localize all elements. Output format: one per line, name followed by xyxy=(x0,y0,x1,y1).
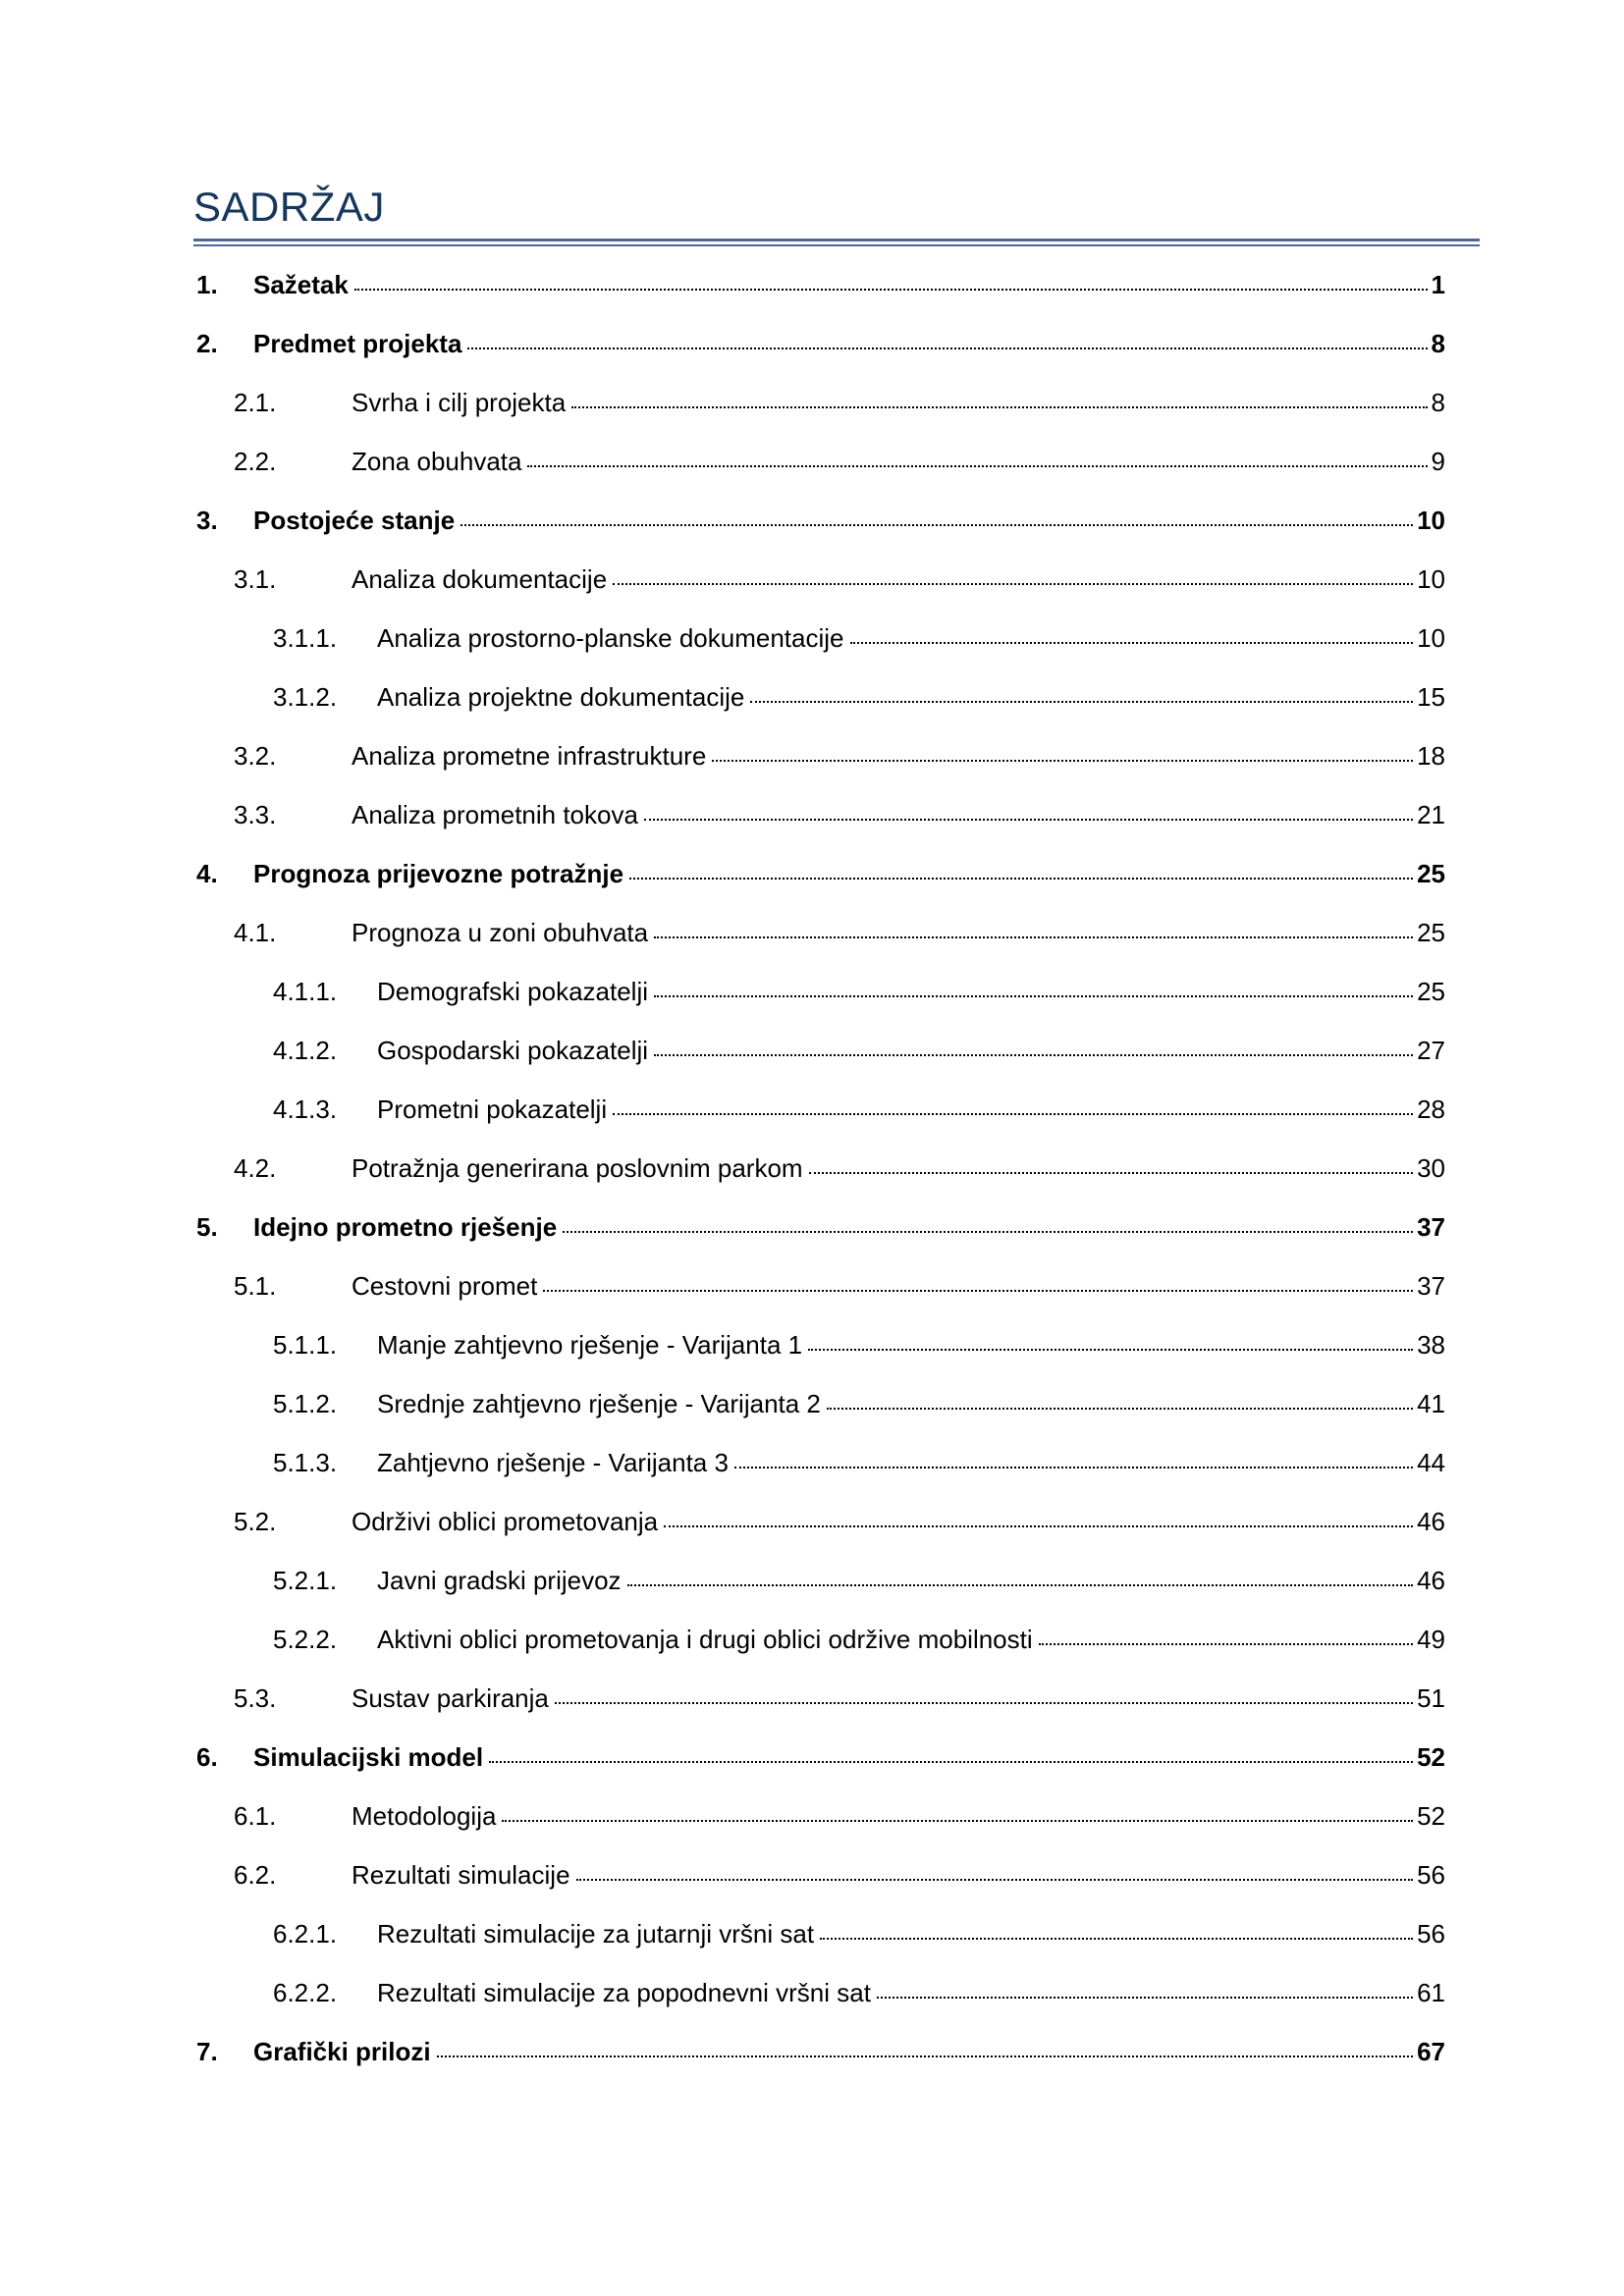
dot-leader xyxy=(809,1148,1414,1174)
toc-entry-number: 6.2.2. xyxy=(273,1978,338,2007)
toc-entry[interactable] xyxy=(234,560,1445,599)
toc-entry-label: Održivi oblici prometovanja xyxy=(352,1507,659,1536)
toc-entry-page-number: 8 xyxy=(1431,388,1445,417)
toc-entry-label: Rezultati simulacije za jutarnji vršni sat xyxy=(377,1919,815,1949)
toc-entry-page-number: 37 xyxy=(1417,1271,1445,1301)
toc-entry-page-number: 56 xyxy=(1417,1919,1445,1949)
toc-entry-number: 5.1.3. xyxy=(273,1448,338,1477)
dot-leader xyxy=(613,560,1413,585)
toc-entry-page-number: 52 xyxy=(1417,1801,1445,1831)
toc-entry-page-number: 10 xyxy=(1417,564,1445,594)
toc-entry-label: Metodologija xyxy=(352,1801,497,1831)
toc-entry-number: 5.2.1. xyxy=(273,1566,338,1595)
toc-entry-number: 5.3. xyxy=(234,1683,277,1713)
toc-entry-label: Cestovni promet xyxy=(352,1271,538,1301)
toc-entry-label: Zona obuhvata xyxy=(352,447,522,476)
toc-entry-label: Sustav parkiranja xyxy=(352,1683,549,1713)
toc-entry-number: 6. xyxy=(196,1742,218,1772)
toc-entry[interactable] xyxy=(234,1502,1445,1541)
toc-entry-number: 4.1.3. xyxy=(273,1095,338,1124)
toc-entry-number: 6.2.1. xyxy=(273,1919,338,1949)
toc-entry-number: 4.1. xyxy=(234,918,277,947)
toc-entry-label: Analiza dokumentacije xyxy=(352,564,608,594)
toc-entry-page-number: 18 xyxy=(1417,741,1445,771)
toc-entry-page-number: 10 xyxy=(1417,506,1445,535)
dot-leader xyxy=(571,383,1427,408)
toc-entry-page-number: 49 xyxy=(1417,1625,1445,1654)
toc-entry-page-number: 1 xyxy=(1431,270,1445,299)
toc-entry-page-number: 27 xyxy=(1417,1036,1445,1065)
toc-entry[interactable] xyxy=(234,442,1445,481)
toc-entry-label: Rezultati simulacije xyxy=(352,1860,570,1890)
toc-entry-label: Gospodarski pokazatelji xyxy=(377,1036,649,1065)
toc-entry[interactable] xyxy=(196,324,1445,363)
dot-leader xyxy=(502,1796,1413,1822)
toc-entry-label: Postojeće stanje xyxy=(253,506,456,535)
toc-entry[interactable] xyxy=(273,1914,1445,1953)
toc-entry-label: Svrha i cilj projekta xyxy=(352,388,567,417)
dot-leader xyxy=(808,1325,1413,1351)
toc-entry-number: 3. xyxy=(196,506,218,535)
toc-entry-label: Sažetak xyxy=(253,270,349,299)
toc-entry-label: Javni gradski prijevoz xyxy=(377,1566,622,1595)
toc-entry-label: Zahtjevno rješenje - Varijanta 3 xyxy=(377,1448,729,1477)
toc-entry-page-number: 44 xyxy=(1417,1448,1445,1477)
toc-entry-label: Prometni pokazatelji xyxy=(377,1095,608,1124)
toc-entry-number: 4.1.2. xyxy=(273,1036,338,1065)
dot-leader xyxy=(820,1914,1413,1940)
dot-leader xyxy=(664,1502,1413,1527)
toc-entry-number: 6.1. xyxy=(234,1801,277,1831)
toc-entry[interactable] xyxy=(234,913,1445,952)
toc-entry[interactable] xyxy=(273,1384,1445,1423)
toc-entry-label: Idejno prometno rješenje xyxy=(253,1212,558,1242)
toc-entry-number: 1. xyxy=(196,270,218,299)
toc-entry-page-number: 38 xyxy=(1417,1330,1445,1360)
dot-leader xyxy=(877,1973,1413,1999)
dot-leader xyxy=(437,2032,1413,2057)
toc-entry-label: Analiza prometnih tokova xyxy=(352,800,638,829)
toc-entry-number: 5.1. xyxy=(234,1271,277,1301)
toc-entry-number: 7. xyxy=(196,2037,218,2066)
toc-entry-page-number: 15 xyxy=(1417,682,1445,712)
toc-entry-number: 4.1.1. xyxy=(273,977,338,1006)
toc-entry-label: Analiza prostorno-planske dokumentacije xyxy=(377,623,844,653)
dot-leader xyxy=(354,265,1428,291)
toc-entry-page-number: 9 xyxy=(1431,447,1445,476)
toc-entry-page-number: 52 xyxy=(1417,1742,1445,1772)
dot-leader xyxy=(576,1855,1414,1881)
dot-leader xyxy=(543,1266,1413,1292)
toc-entry-number: 3.2. xyxy=(234,741,277,771)
toc-entry[interactable] xyxy=(196,1207,1445,1247)
toc-entry-page-number: 51 xyxy=(1417,1683,1445,1713)
toc-entry-label: Manje zahtjevno rješenje - Varijanta 1 xyxy=(377,1330,803,1360)
toc-entry[interactable] xyxy=(196,1737,1445,1777)
toc-entry-number: 6.2. xyxy=(234,1860,277,1890)
toc-entry-label: Demografski pokazatelji xyxy=(377,977,649,1006)
dot-leader xyxy=(827,1384,1413,1410)
toc-entry[interactable] xyxy=(196,501,1445,540)
toc-entry-number: 2.2. xyxy=(234,447,277,476)
dot-leader xyxy=(467,324,1427,349)
toc-entry-number: 5. xyxy=(196,1212,218,1242)
toc-entry-label: Predmet projekta xyxy=(253,329,462,358)
toc-entry-number: 5.2.2. xyxy=(273,1625,338,1654)
dot-leader xyxy=(563,1207,1413,1233)
toc-entry-number: 3.1. xyxy=(234,564,277,594)
toc-entry-page-number: 67 xyxy=(1417,2037,1445,2066)
toc-entry-page-number: 61 xyxy=(1417,1978,1445,2007)
toc-entry-number: 4. xyxy=(196,859,218,888)
toc-entry-page-number: 46 xyxy=(1417,1566,1445,1595)
toc-entry-page-number: 56 xyxy=(1417,1860,1445,1890)
toc-entry-page-number: 28 xyxy=(1417,1095,1445,1124)
toc-entry[interactable] xyxy=(196,854,1445,893)
dot-leader xyxy=(654,913,1413,938)
toc-entry[interactable] xyxy=(196,2032,1445,2071)
dot-leader xyxy=(750,677,1413,703)
dot-leader xyxy=(712,736,1413,762)
toc-entry[interactable] xyxy=(273,1973,1445,2012)
toc-entry[interactable] xyxy=(234,1855,1445,1895)
toc-entry-page-number: 46 xyxy=(1417,1507,1445,1536)
toc-entry-label: Prognoza u zoni obuhvata xyxy=(352,918,649,947)
toc-entry-label: Srednje zahtjevno rješenje - Varijanta 2 xyxy=(377,1389,821,1418)
dot-leader xyxy=(654,1031,1413,1056)
dot-leader xyxy=(555,1679,1413,1704)
toc-entry-number: 2.1. xyxy=(234,388,277,417)
toc-entry[interactable] xyxy=(273,1561,1445,1600)
dot-leader xyxy=(1039,1620,1413,1645)
dot-leader xyxy=(527,442,1427,467)
dot-leader xyxy=(460,501,1413,526)
toc-entry-page-number: 25 xyxy=(1417,977,1445,1006)
toc-entry-label: Simulacijski model xyxy=(253,1742,484,1772)
toc-entry[interactable] xyxy=(234,1266,1445,1306)
toc-entry-label: Analiza prometne infrastrukture xyxy=(352,741,707,771)
toc-entry-label: Prognoza prijevozne potražnje xyxy=(253,859,624,888)
toc-entry[interactable] xyxy=(196,265,1445,304)
toc-entry-number: 3.1.2. xyxy=(273,682,338,712)
toc-entry-page-number: 8 xyxy=(1431,329,1445,358)
toc-entry-number: 5.2. xyxy=(234,1507,277,1536)
toc-entry[interactable] xyxy=(273,1031,1445,1070)
dot-leader xyxy=(629,854,1413,880)
toc-entry[interactable] xyxy=(234,1679,1445,1718)
toc-entry[interactable] xyxy=(234,795,1445,834)
toc-entry[interactable] xyxy=(234,383,1445,422)
toc-entry-label: Grafički prilozi xyxy=(253,2037,431,2066)
toc-entry[interactable] xyxy=(273,618,1445,658)
toc-entry[interactable] xyxy=(234,1796,1445,1836)
toc-entry-label: Aktivni oblici prometovanja i drugi oblici održive mobilnosti xyxy=(377,1625,1033,1654)
toc-entry[interactable] xyxy=(273,677,1445,717)
toc-entry[interactable] xyxy=(234,736,1445,775)
toc-entry[interactable] xyxy=(273,1620,1445,1659)
toc-entry-page-number: 21 xyxy=(1417,800,1445,829)
toc-entry-number: 3.1.1. xyxy=(273,623,338,653)
toc-entry-page-number: 41 xyxy=(1417,1389,1445,1418)
toc-entry-label: Rezultati simulacije za popodnevni vršni sat xyxy=(377,1978,871,2007)
toc-entry-page-number: 30 xyxy=(1417,1153,1445,1183)
toc-entry-page-number: 25 xyxy=(1417,918,1445,947)
toc-entry-number: 5.1.2. xyxy=(273,1389,338,1418)
toc-entry-label: Analiza projektne dokumentacije xyxy=(377,682,745,712)
toc-entry-page-number: 10 xyxy=(1417,623,1445,653)
dot-leader xyxy=(613,1090,1413,1115)
dot-leader xyxy=(850,618,1414,644)
toc-entry[interactable] xyxy=(273,1443,1445,1482)
toc-title: SADRŽAJ xyxy=(193,184,385,230)
toc-entry[interactable] xyxy=(234,1148,1445,1188)
toc-entry[interactable] xyxy=(273,972,1445,1011)
toc-entry-page-number: 37 xyxy=(1417,1212,1445,1242)
toc-entry-number: 2. xyxy=(196,329,218,358)
dot-leader xyxy=(654,972,1413,997)
toc-entry-page-number: 25 xyxy=(1417,859,1445,888)
dot-leader xyxy=(644,795,1413,821)
dot-leader xyxy=(734,1443,1413,1468)
toc-entry-number: 5.1.1. xyxy=(273,1330,338,1360)
toc-entry-number: 3.3. xyxy=(234,800,277,829)
dot-leader xyxy=(489,1737,1413,1763)
dot-leader xyxy=(627,1561,1414,1586)
toc-entry-label: Potražnja generirana poslovnim parkom xyxy=(352,1153,803,1183)
toc-entry[interactable] xyxy=(273,1325,1445,1364)
toc-entry[interactable] xyxy=(273,1090,1445,1129)
toc-entry-number: 4.2. xyxy=(234,1153,277,1183)
